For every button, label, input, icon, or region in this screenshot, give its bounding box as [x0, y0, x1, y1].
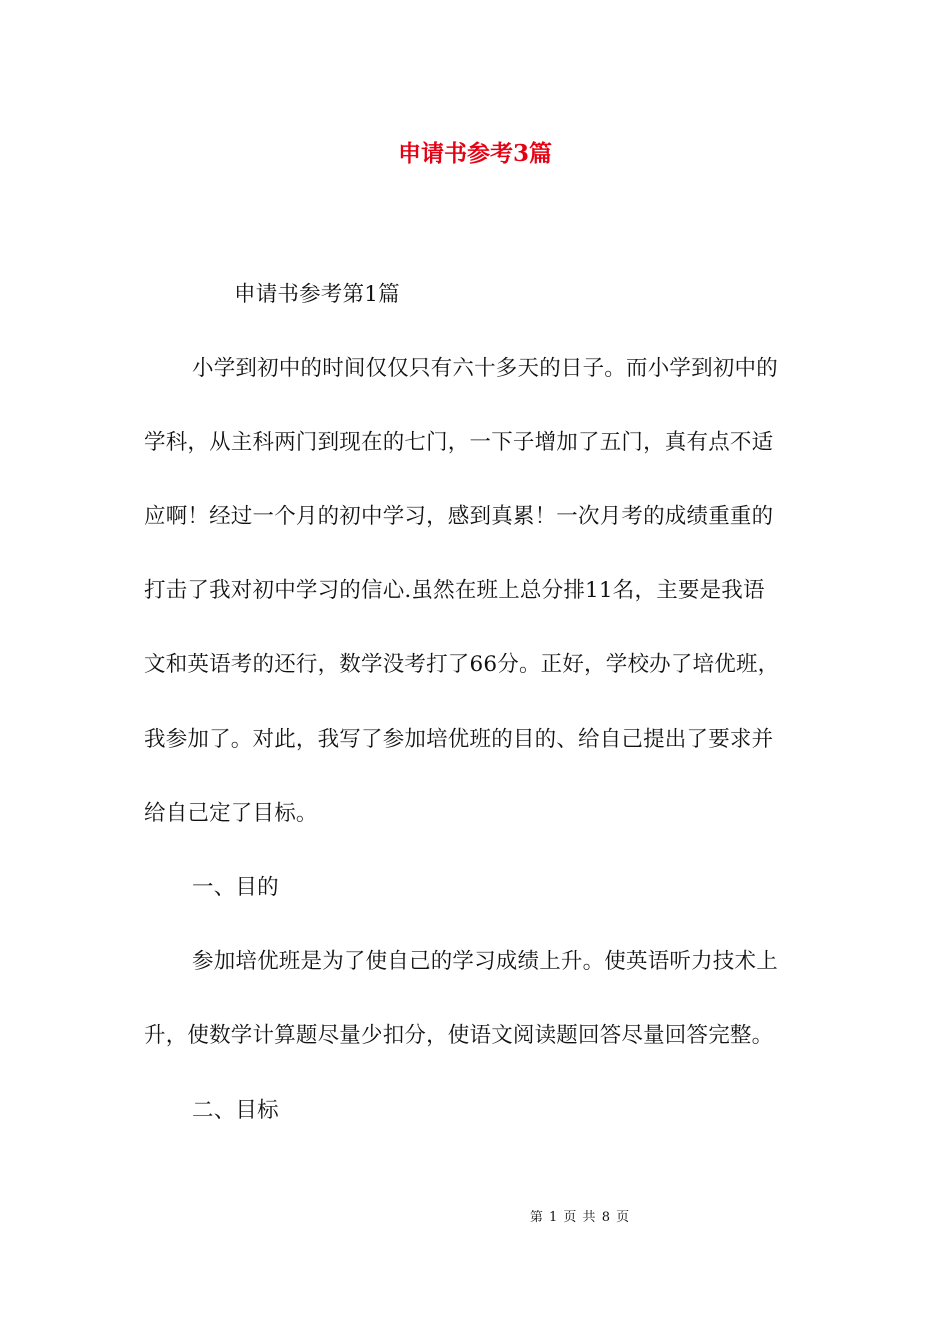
heading-goal: 二、目标	[192, 1098, 279, 1123]
paragraph-line: 参加培优班是为了使自己的学习成绩上升。使英语听力技术上	[192, 949, 778, 974]
paragraph-line: 给自己定了目标。	[144, 801, 318, 826]
paragraph-line: 文和英语考的还行，数学没考打了66分。正好，学校办了培优班，	[144, 652, 780, 677]
paragraph-line: 升，使数学计算题尽量少扣分，使语文阅读题回答尽量回答完整。	[144, 1023, 774, 1048]
paragraph-line: 打击了我对初中学习的信心.虽然在班上总分排11名，主要是我语	[144, 578, 765, 603]
page-footer: 第 1 页 共 8 页	[529, 1210, 631, 1225]
paragraph-line: 学科，从主科两门到现在的七门，一下子增加了五门，真有点不适	[144, 430, 774, 455]
document-title: 申请书参考3篇	[397, 140, 552, 167]
paragraph-line: 小学到初中的时间仅仅只有六十多天的日子。而小学到初中的	[192, 356, 778, 381]
section-title: 申请书参考第1篇	[234, 282, 400, 307]
heading-purpose: 一、目的	[192, 875, 279, 900]
paragraph-line: 我参加了。对此，我写了参加培优班的目的、给自己提出了要求并	[144, 727, 774, 752]
paragraph-line: 应啊！经过一个月的初中学习，感到真累！一次月考的成绩重重的	[144, 504, 774, 529]
